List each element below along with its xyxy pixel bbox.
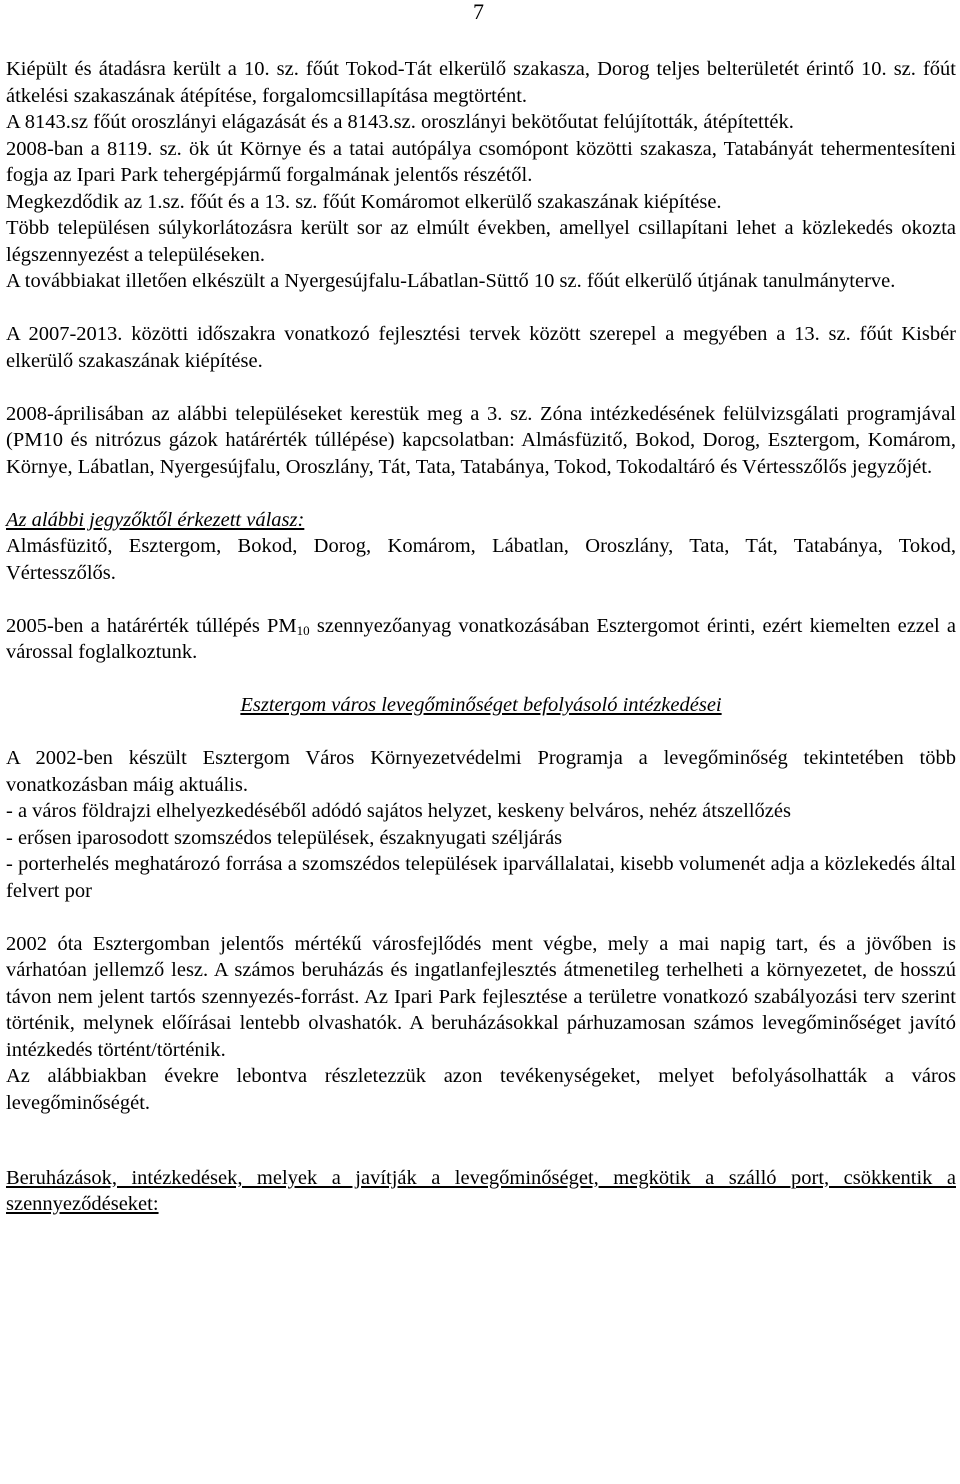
- paragraph: Több településen súlykorlátozásra került sor az elmúlt években, amellyel csillapítani lehet a közlekedés okozta légszennyezést a településeken.: [6, 217, 956, 266]
- list-item: - a város földrajzi elhelyezkedéséből adódó sajátos helyzet, keskeny belváros, nehéz átszellőzés: [6, 800, 791, 822]
- document-body: [6, 56, 956, 1218]
- responses-list: Almásfüzitő, Esztergom, Bokod, Dorog, Komárom, Lábatlan, Oroszlány, Tata, Tát, Tatabánya, Tokod, Vértesszőlős.: [6, 535, 956, 584]
- paragraph: A továbbiakat illetően elkészült a Nyergesújfalu-Lábatlan-Süttő 10 sz. főút elkerülő útjának tanulmányterve.: [6, 270, 896, 292]
- list-item: - erősen iparosodott szomszédos települések, északnyugati széljárás: [6, 826, 563, 849]
- paragraph-city-development: 2002 óta Esztergomban jelentős mértékű városfejlődés ment végbe, mely a mai napig tart, és a jövőben is várhatóan jellemző lesz. A számos beruházás és ingatlanfejlesztés átmenetileg terhelheti a környezetet, de hosszú távon nem jelent tartós szennyezés-forrást. Az Ipari Park fejlesztése a területre vonatkozó szabályozási terv szerint történik, melynek előírásai lentebb olvashatók. A beruházásokkal párhuzamosan számos levegőminőséget javító intézkedés történt/történik.: [6, 932, 956, 1061]
- paragraph-pm10: [6, 613, 956, 666]
- paragraph: A 8143.sz főút oroszlányi elágazását és a 8143.sz. oroszlányi bekötőutat felújították, átépítették.: [6, 111, 794, 133]
- pm10-text-before: 2005-ben a határérték túllépés PM: [6, 614, 297, 637]
- section-title: Esztergom város levegőminőséget befolyásoló intézkedései: [240, 694, 722, 716]
- pm10-subscript: 10: [296, 622, 310, 638]
- list-item: - porterhelés meghatározó forrása a szomszédos települések iparvállalatai, kisebb volumenét adja a közlekedés által felvert por: [6, 853, 956, 902]
- final-heading: Beruházások, intézkedések, melyek a javítják a levegőminőséget, megkötik a szálló port, csökkentik a szennyeződéseket:: [6, 1166, 956, 1215]
- paragraph-program-intro: A 2002-ben készült Esztergom Város Környezetvédelmi Programja a levegőminőség tekintetében több vonatkozásban máig aktuális.: [6, 747, 956, 796]
- block-road-developments: [6, 56, 956, 295]
- responses-heading: Az alábbi jegyzőktől érkezett válasz:: [6, 508, 305, 531]
- page-number: 7: [473, 0, 484, 24]
- paragraph-contacted-settlements: 2008-áprilisában az alábbi településeket kerestük meg a 3. sz. Zóna intézkedésének felülvizsgálati programjával (PM10 és nitrózus gázok határérték túllépése) kapcsolatban: Almásfüzitő, Bokod, Dorog, Esztergom, Komárom, Környe, Lábatlan, Nyergesújfalu, Oroszlány, Tát, Tata, Tatabánya, Tokod, Tokodaltáró és Vértesszőlős jegyzőjét.: [6, 402, 956, 478]
- paragraph-development-plans: A 2007-2013. közötti időszakra vonatkozó fejlesztési tervek között szerepel a megyében a 13. sz. főút Kisbér elkerülő szakaszának kiépítése.: [6, 323, 956, 372]
- paragraph-breakdown: Az alábbiakban évekre lebontva részletezzük azon tevékenységeket, melyet befolyásolhatták a város levegőminőségét.: [6, 1065, 956, 1114]
- paragraph: Kiépült és átadásra került a 10. sz. főút Tokod-Tát elkerülő szakasza, Dorog teljes belterületét érintő 10. sz. főút átkelési szakaszának átépítése, forgalomcsillapítása megtörtént.: [6, 58, 956, 107]
- pm10-text-after: szennyezőanyag vonatkozásában Esztergomot érinti, ezért kiemelten ezzel a várossal foglalkoztunk.: [6, 614, 956, 663]
- paragraph: 2008-ban a 8119. sz. ök út Környe és a tatai autópálya csomópont közötti szakasza, Tatabányát tehermentesíteni fogja az Ipari Park tehergépjármű forgalmának jelentős részétől.: [6, 137, 956, 186]
- paragraph: Megkezdődik az 1.sz. főút és a 13. sz. főút Komáromot elkerülő szakaszának kiépítése.: [6, 190, 722, 213]
